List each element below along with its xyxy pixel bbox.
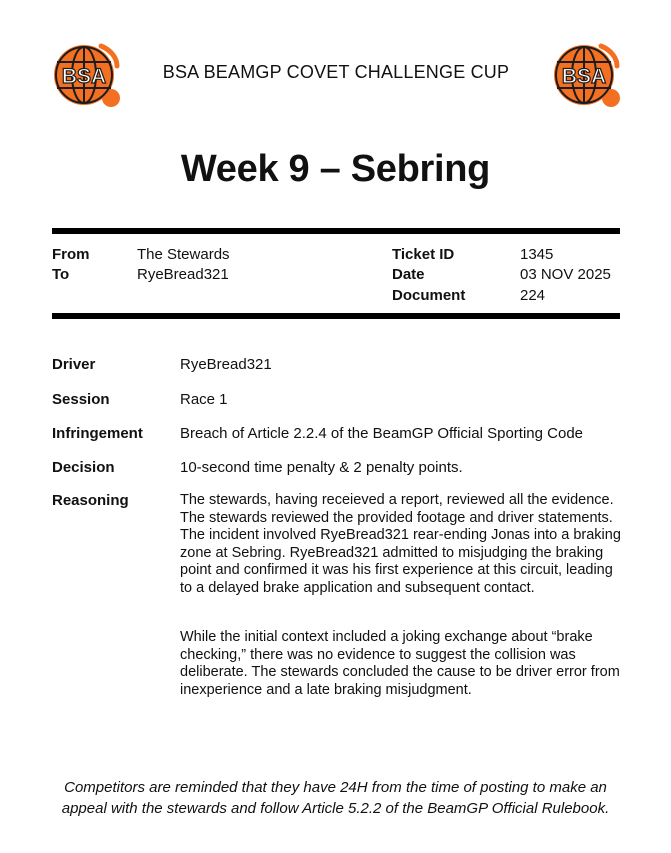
header-divider-top [52, 228, 620, 234]
date-label: Date [392, 266, 425, 283]
logo-text: BSA [561, 65, 607, 88]
document-label: Document [392, 287, 466, 304]
to-label: To [52, 266, 70, 283]
session-label: Session [52, 391, 110, 408]
from-label: From [52, 246, 90, 263]
decision-label: Decision [52, 459, 115, 476]
infringement-value: Breach of Article 2.2.4 of the BeamGP Official Sporting Code [180, 425, 584, 442]
reasoning-paragraph-2: While the initial context included a joking exchange about “brake checking,” there was no evidence to suggest the collision was deliberate. The stewards concluded the cause to be driver error from inexperience and a late braking misjudgment. [180, 629, 620, 698]
session-value: Race 1 [180, 391, 228, 408]
bsa-logo-right [551, 42, 621, 110]
logo-text: BSA [61, 65, 107, 88]
cup-title: BSA BEAMGP COVET CHALLENGE CUP [162, 62, 510, 82]
to-value: RyeBread321 [137, 266, 229, 283]
document-value: 224 [520, 287, 546, 304]
page-title: Week 9 – Sebring [180, 148, 491, 190]
ticket-id-value: 1345 [520, 246, 554, 263]
from-value: The Stewards [137, 246, 230, 263]
driver-label: Driver [52, 356, 96, 373]
reasoning-label: Reasoning [52, 492, 129, 509]
driver-value: RyeBread321 [180, 356, 272, 373]
appeal-notice: Competitors are reminded that they have 24H from the time of posting to make an appeal with the stewards and follow Article 5.2.2 of the BeamGP Official Rulebook. [61, 779, 610, 817]
header-divider-bottom [52, 313, 620, 319]
infringement-label: Infringement [52, 425, 143, 442]
reasoning-paragraph-1: The stewards, having receieved a report, reviewed all the evidence. The stewards reviewed the provided footage and driver statements. The incident involved RyeBread321 rear-ending Jonas into a braking zone at Sebring. RyeBread321 admitted to misjudging the braking point and confirmed it was his first experience at this circuit, leading to a delayed brake application and subsequent contact. [180, 492, 621, 596]
ticket-id-label: Ticket ID [392, 246, 455, 263]
date-value: 03 NOV 2025 [520, 266, 611, 283]
decision-value: 10-second time penalty & 2 penalty points. [180, 459, 463, 476]
bsa-logo-left [51, 42, 121, 110]
